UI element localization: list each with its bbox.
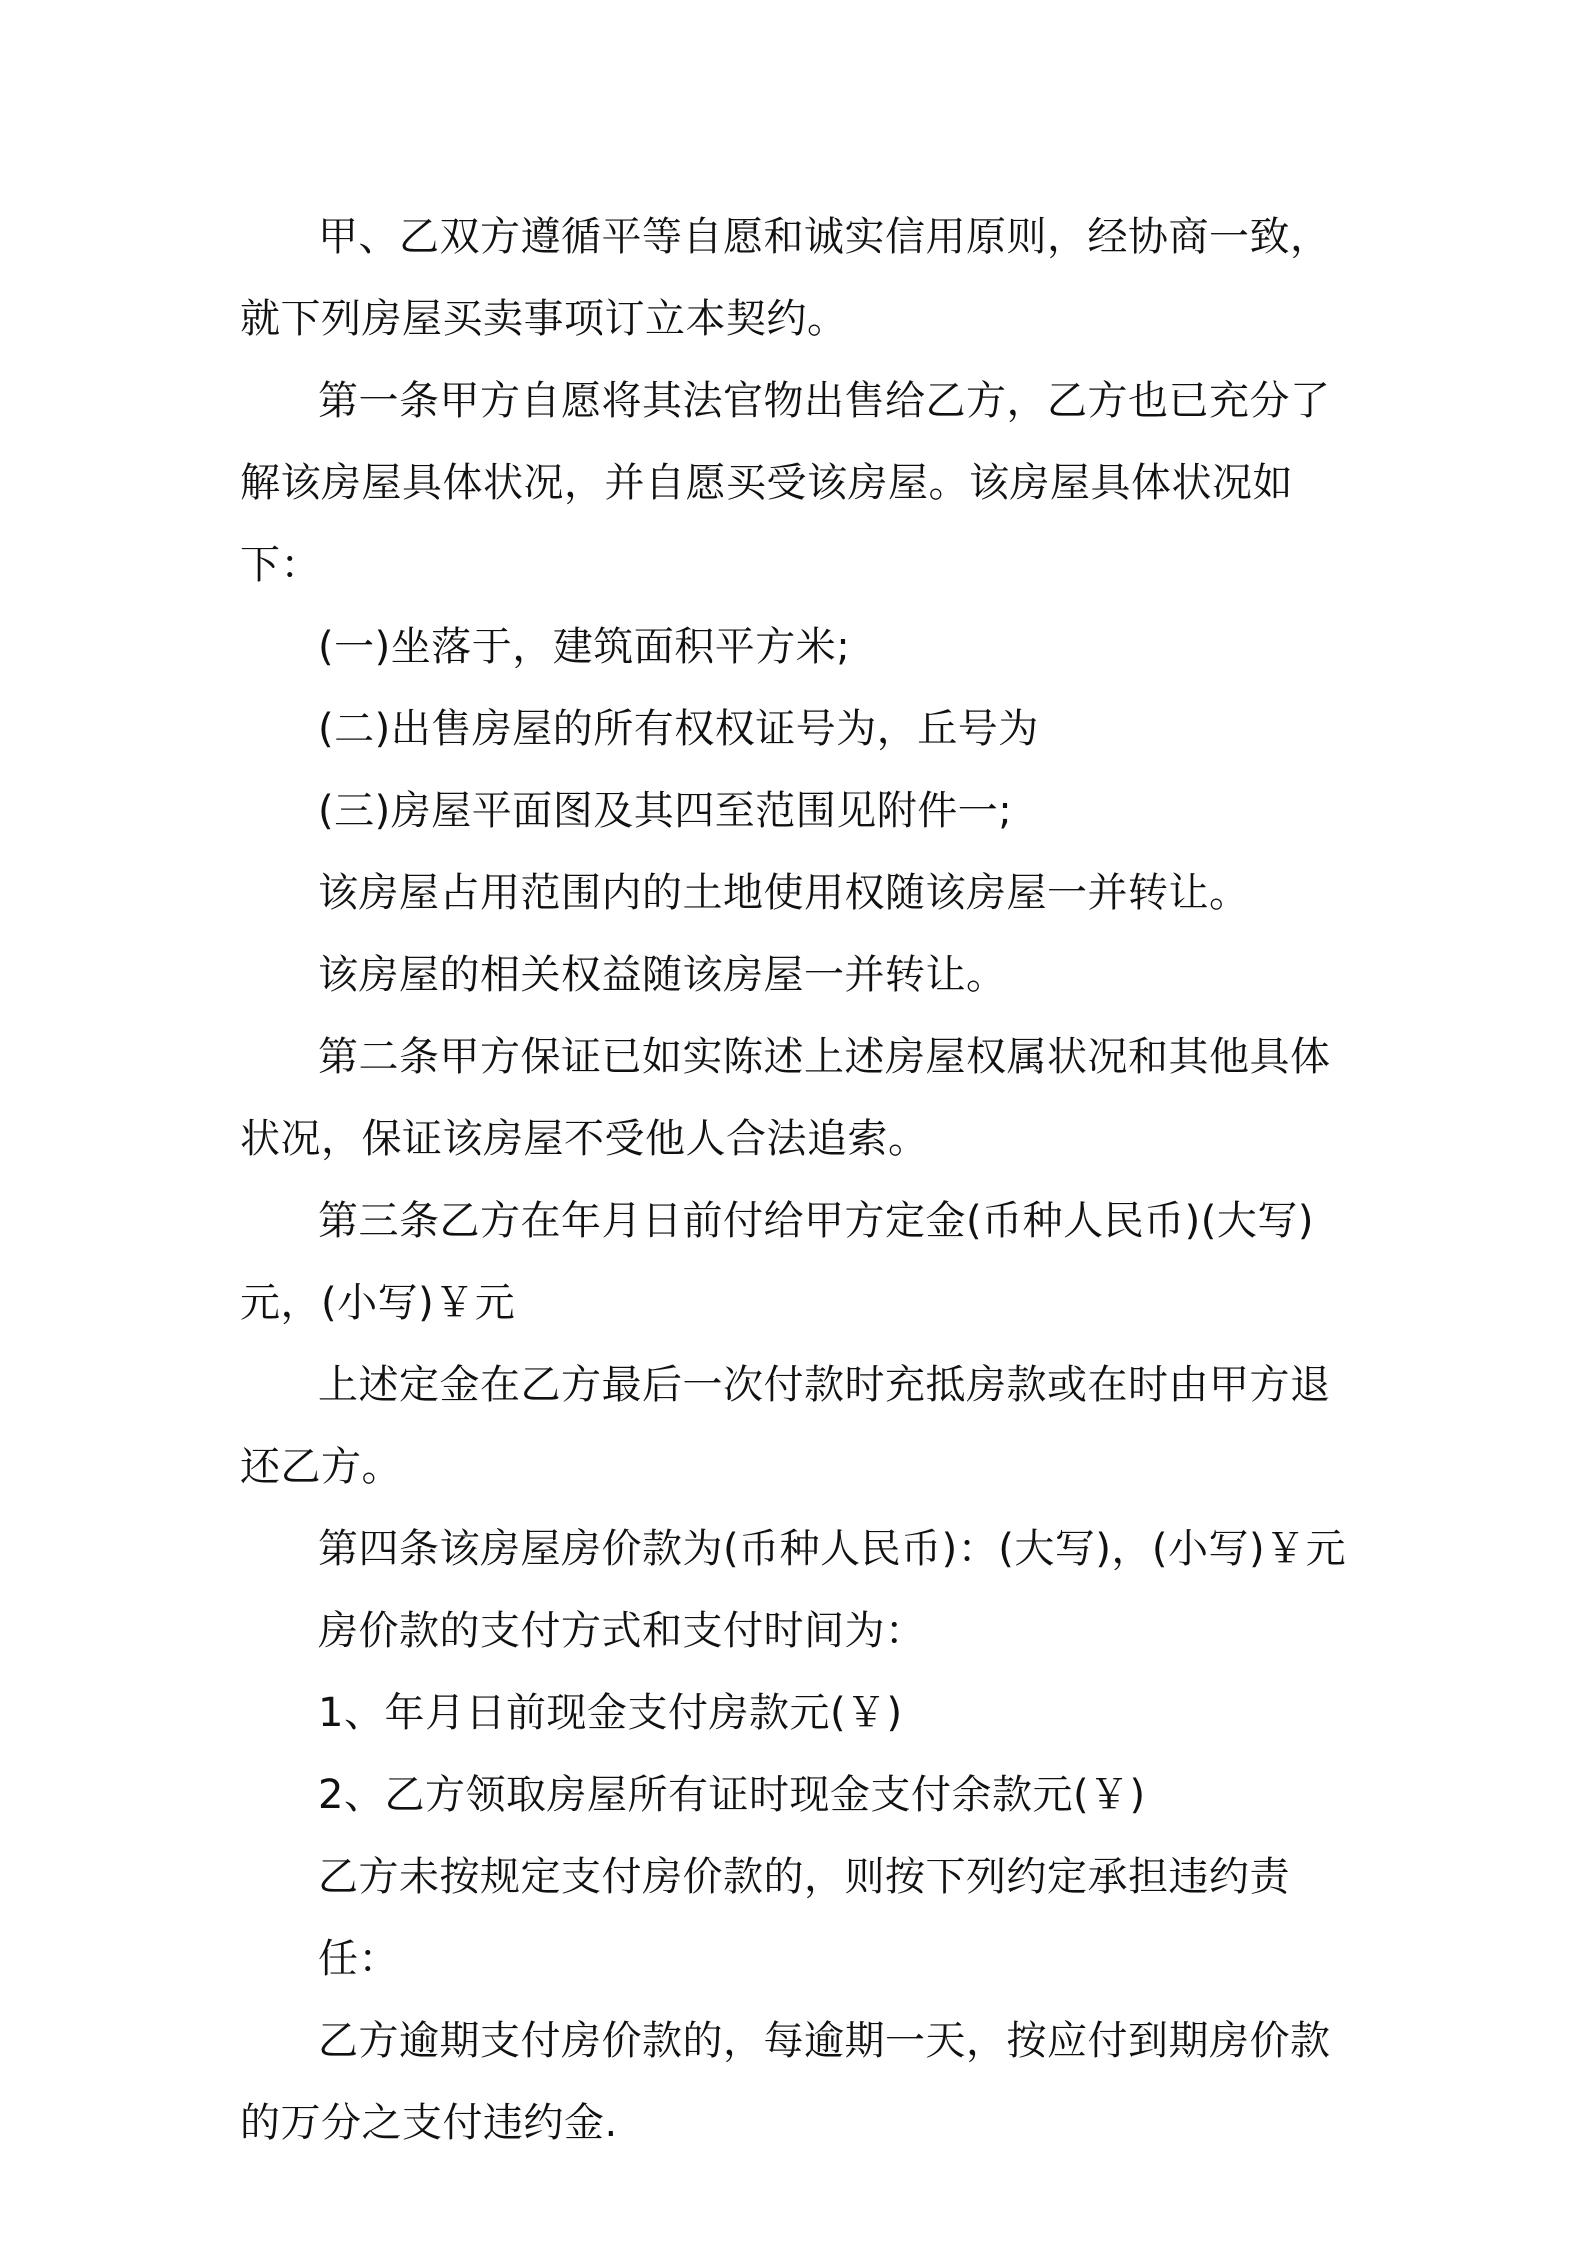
paragraph-item-1: (一)坐落于，建筑面积平方米;	[318, 624, 851, 670]
paragraph-deposit: 上述定金在乙方最后一次付款时充抵房款或在时由甲方退还乙方。	[240, 1362, 1331, 1490]
paragraph-breach: 乙方未按规定支付房价款的，则按下列约定承担违约责任：	[318, 1854, 1290, 1982]
paragraph-preamble: 甲、乙双方遵循平等自愿和诚实信用原则，经协商一致，就下列房屋买卖事项订立本契约。	[240, 214, 1331, 342]
paragraph-payment-method: 房价款的支付方式和支付时间为：	[318, 1608, 926, 1654]
paragraph-item-2: (二)出售房屋的所有权权证号为，丘号为	[318, 706, 1039, 752]
paragraph-late-payment: 乙方逾期支付房价款的，每逾期一天，按应付到期房价款的万分之支付违约金.	[240, 2018, 1331, 2146]
paragraph-related-rights: 该房屋的相关权益随该房屋一并转让。	[318, 952, 1007, 998]
paragraph-article-4: 第四条该房屋房价款为(币种人民币)：(大写)，(小写)￥元	[318, 1526, 1347, 1572]
contract-body	[240, 196, 1350, 2164]
paragraph-land-use: 该房屋占用范围内的土地使用权随该房屋一并转让。	[318, 870, 1250, 916]
paragraph-article-2: 第二条甲方保证已如实陈述上述房屋权属状况和其他具体状况，保证该房屋不受他人合法追索。	[240, 1034, 1331, 1162]
paragraph-article-1: 第一条甲方自愿将其法官物出售给乙方，乙方也已充分了解该房屋具体状况，并自愿买受该房屋。该房屋具体状况如下：	[240, 378, 1331, 588]
paragraph-item-3: (三)房屋平面图及其四至范围见附件一;	[318, 788, 1013, 834]
paragraph-article-3: 第三条乙方在年月日前付给甲方定金(币种人民币)(大写)元，(小写)￥元	[240, 1198, 1314, 1326]
paragraph-payment-1: 1、年月日前现金支付房款元(￥)	[318, 1690, 903, 1736]
paragraph-payment-2: 2、乙方领取房屋所有证时现金支付余款元(￥)	[318, 1772, 1146, 1818]
